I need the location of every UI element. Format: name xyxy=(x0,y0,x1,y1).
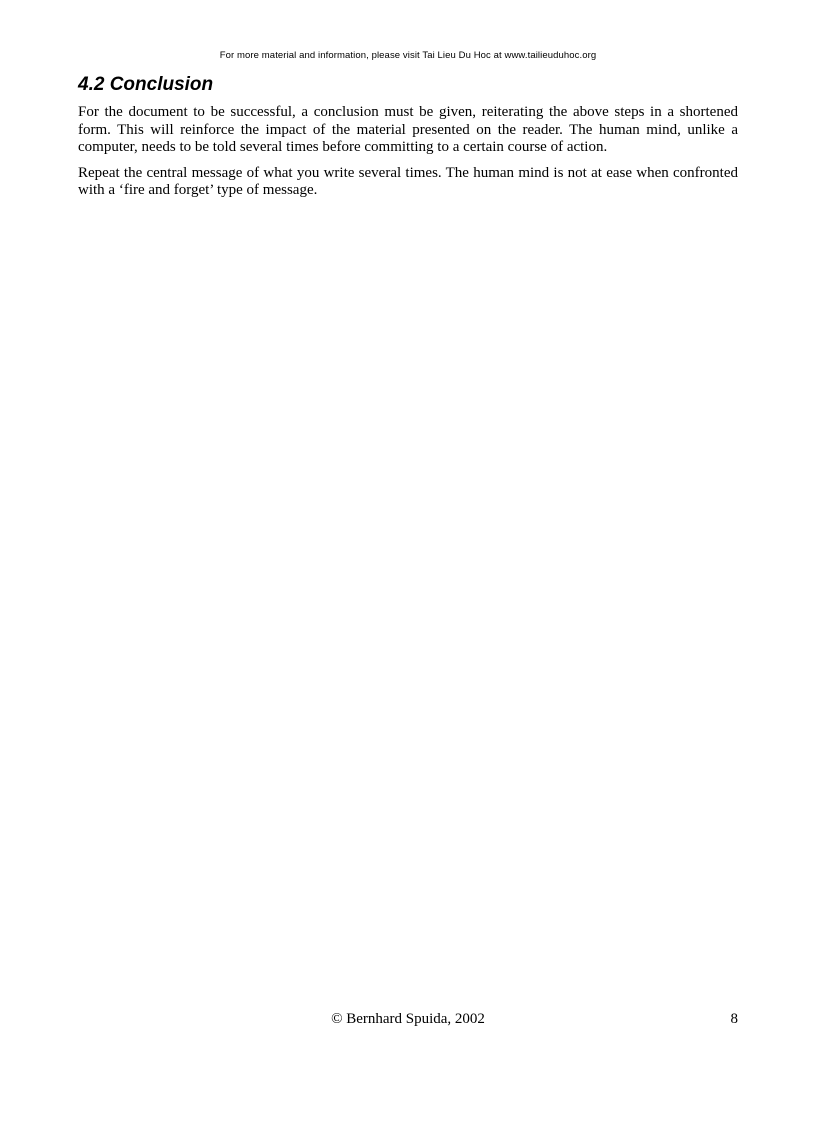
header-banner: For more material and information, please visit Tai Lieu Du Hoc at www.tailieuduhoc.org xyxy=(219,50,597,61)
paragraph: Repeat the central message of what you write several times. The human mind is not at ease when confronted with a ‘fire and forget’ type of message. xyxy=(78,164,738,199)
paragraph: For the document to be successful, a conclusion must be given, reiterating the above steps in a shortened form. This will reinforce the impact of the material presented on the reader. The human mind, unlike a computer, needs to be told several times before committing to a certain course of action. xyxy=(78,104,738,156)
page-footer xyxy=(78,1011,738,1031)
footer-copyright: © Bernhard Spuida, 2002 xyxy=(331,1011,485,1027)
page-number: 8 xyxy=(730,1011,738,1027)
section-heading: 4.2 Conclusion xyxy=(78,74,214,95)
main-content xyxy=(78,72,738,208)
